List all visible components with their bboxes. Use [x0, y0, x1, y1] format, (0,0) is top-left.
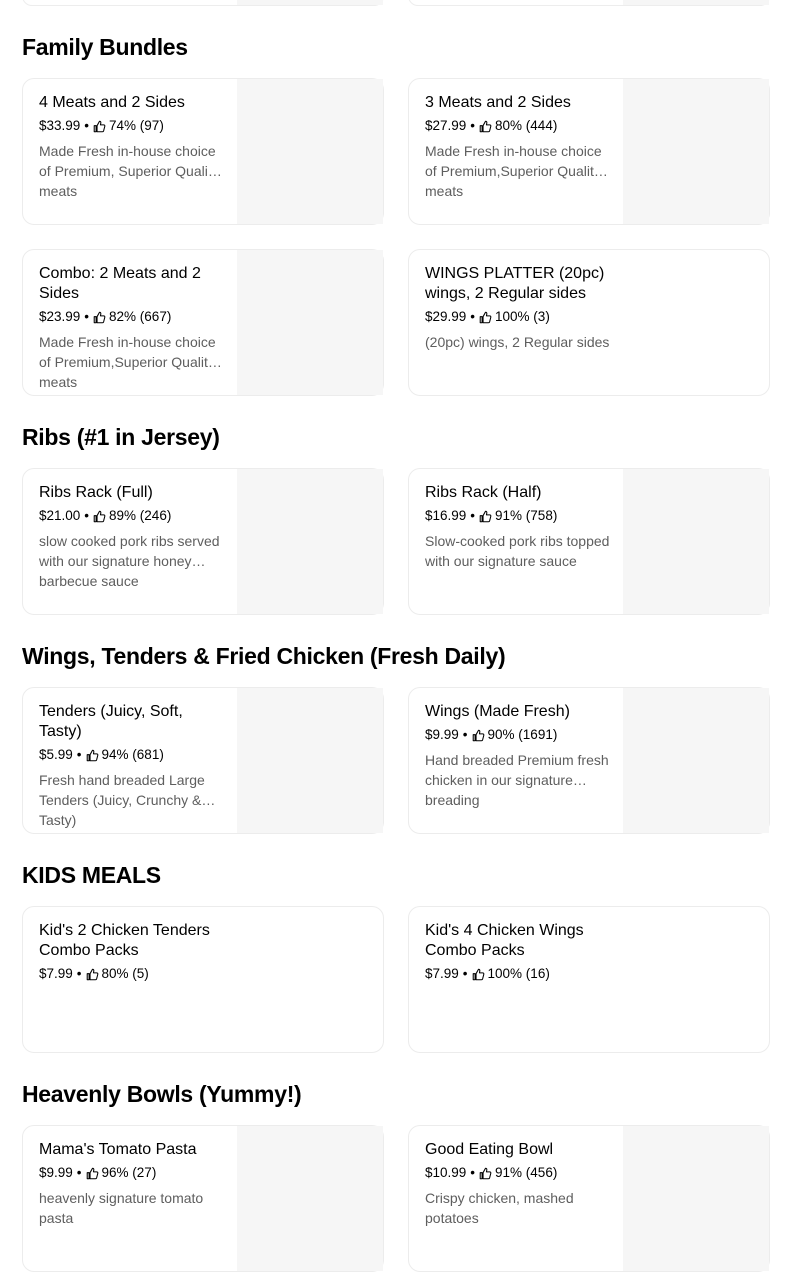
item-meta [39, 1165, 225, 1181]
item-rating: 80% (5) [101, 966, 149, 981]
item-name: Mama's Tomato Pasta [39, 1141, 197, 1158]
separator-dot: • [462, 727, 468, 742]
item-meta [39, 966, 225, 982]
thumbs-up-icon [479, 311, 492, 324]
thumbs-up-icon [479, 510, 492, 523]
item-description: Slow-cooked pork ribs topped with our signature sauce [425, 533, 610, 569]
item-price: $33.99 [39, 118, 81, 133]
menu-item-card[interactable] [408, 906, 770, 1053]
thumbs-up-icon [86, 749, 99, 762]
item-name: WINGS PLATTER (20pc) wings, 2 Regular sides [425, 265, 605, 302]
item-image-placeholder [623, 688, 769, 833]
thumbs-up-icon [86, 968, 99, 981]
item-name: Kid's 4 Chicken Wings Combo Packs [425, 922, 584, 959]
section-title: Heavenly Bowls (Yummy!) [22, 1081, 302, 1107]
item-rating: 100% (16) [487, 966, 550, 981]
item-price: $7.99 [39, 966, 73, 981]
item-description: slow cooked pork ribs served with our signature honey barbecue sauce [39, 533, 220, 589]
item-rating: 91% (456) [495, 1165, 558, 1180]
item-meta [425, 118, 611, 134]
separator-dot: • [470, 1165, 476, 1180]
menu-item-card[interactable] [408, 468, 770, 615]
separator-dot: • [84, 309, 90, 324]
section-title: KIDS MEALS [22, 862, 161, 888]
menu-item-card[interactable] [22, 249, 384, 396]
item-price: $29.99 [425, 309, 467, 324]
item-meta [425, 309, 611, 325]
menu-item-card[interactable] [22, 468, 384, 615]
item-description: heavenly signature tomato pasta [39, 1190, 204, 1226]
item-description: Fresh hand breaded Large Tenders (Juicy, Crunchy & Tasty) [39, 772, 205, 828]
item-meta [425, 508, 611, 524]
item-info [39, 1140, 225, 1228]
item-rating: 96% (27) [101, 1165, 157, 1180]
item-info [425, 1140, 611, 1228]
item-image-placeholder [237, 79, 383, 224]
separator-dot: • [84, 118, 90, 133]
item-name: Kid's 2 Chicken Tenders Combo Packs [39, 922, 210, 959]
thumbs-up-icon [93, 510, 106, 523]
item-description: (20pc) wings, 2 Regular sides [425, 334, 610, 350]
item-price: $7.99 [425, 966, 459, 981]
item-description: Made Fresh in-house choice of Premium,Superior Quality meats [39, 334, 216, 390]
item-rating: 89% (246) [109, 508, 172, 523]
item-info [39, 264, 225, 390]
item-name: Ribs Rack (Full) [39, 484, 153, 501]
thumbs-up-icon [93, 120, 106, 133]
item-price: $23.99 [39, 309, 81, 324]
menu-item-card[interactable] [22, 687, 384, 834]
item-meta [39, 747, 225, 763]
previous-section-cards [22, 0, 770, 6]
section-title: Ribs (#1 in Jersey) [22, 424, 220, 450]
separator-dot: • [470, 309, 476, 324]
item-info [39, 702, 225, 828]
item-rating: 90% (1691) [487, 727, 558, 742]
item-image-placeholder [623, 1126, 769, 1271]
item-meta [425, 966, 611, 982]
item-rating: 91% (758) [495, 508, 558, 523]
menu-item-card[interactable] [408, 1125, 770, 1272]
item-meta [39, 508, 225, 524]
separator-dot: • [462, 966, 468, 981]
item-image-placeholder [237, 1126, 383, 1271]
section-title: Family Bundles [22, 34, 188, 60]
item-image-placeholder [623, 469, 769, 614]
menu-item-card[interactable] [22, 906, 384, 1053]
menu-item-card[interactable] [408, 78, 770, 225]
item-description: Made Fresh in-house choice of Premium, Superior Quality meats [39, 143, 219, 199]
separator-dot: • [84, 508, 90, 523]
thumbs-up-icon [93, 311, 106, 324]
item-name: Wings (Made Fresh) [425, 703, 570, 720]
item-name: Combo: 2 Meats and 2 Sides [39, 265, 201, 302]
menu-item-card[interactable] [408, 249, 770, 396]
item-image-placeholder [237, 0, 383, 5]
thumbs-up-icon [479, 1167, 492, 1180]
item-price: $10.99 [425, 1165, 467, 1180]
separator-dot: • [76, 1165, 82, 1180]
thumbs-up-icon [86, 1167, 99, 1180]
item-image-placeholder [237, 250, 383, 395]
item-price: $9.99 [425, 727, 459, 742]
item-name: Ribs Rack (Half) [425, 484, 542, 501]
thumbs-up-icon [479, 120, 492, 133]
item-image-placeholder [237, 688, 383, 833]
thumbs-up-icon [472, 729, 485, 742]
item-rating: 80% (444) [495, 118, 558, 133]
separator-dot: • [76, 747, 82, 762]
item-info [425, 264, 611, 352]
item-info [425, 483, 611, 571]
item-image-placeholder [623, 0, 769, 5]
section-title: Wings, Tenders & Fried Chicken (Fresh Daily) [22, 643, 506, 669]
menu-item-card[interactable] [22, 1125, 384, 1272]
menu-item-card[interactable] [408, 687, 770, 834]
item-info [39, 921, 225, 982]
item-name: Good Eating Bowl [425, 1141, 554, 1158]
item-rating: 82% (667) [109, 309, 172, 324]
item-rating: 94% (681) [101, 747, 164, 762]
item-info [39, 483, 225, 589]
item-name: 4 Meats and 2 Sides [39, 94, 185, 111]
item-description: Made Fresh in-house choice of Premium,Superior Quality meats [425, 143, 602, 199]
item-price: $16.99 [425, 508, 467, 523]
item-description: Crispy chicken, mashed potatoes [425, 1190, 574, 1226]
item-rating: 74% (97) [109, 118, 164, 133]
item-meta [39, 118, 225, 134]
item-meta [39, 309, 225, 325]
item-name: 3 Meats and 2 Sides [425, 94, 571, 111]
separator-dot: • [76, 966, 82, 981]
item-info [425, 93, 611, 199]
item-price: $5.99 [39, 747, 73, 762]
item-image-placeholder [623, 79, 769, 224]
menu-item-card[interactable] [22, 78, 384, 225]
item-info [39, 93, 225, 199]
item-price: $9.99 [39, 1165, 73, 1180]
item-description: Hand breaded Premium fresh chicken in our signature breading [425, 752, 609, 808]
thumbs-up-icon [472, 968, 485, 981]
menu-item-card[interactable] [22, 0, 384, 6]
item-name: Tenders (Juicy, Soft, Tasty) [39, 703, 183, 740]
item-price: $21.00 [39, 508, 81, 523]
item-info [425, 921, 611, 982]
separator-dot: • [470, 118, 476, 133]
item-rating: 100% (3) [495, 309, 550, 324]
item-meta [425, 727, 611, 743]
menu-item-card[interactable] [408, 0, 770, 6]
item-meta [425, 1165, 611, 1181]
item-info [425, 702, 611, 808]
item-price: $27.99 [425, 118, 467, 133]
separator-dot: • [470, 508, 476, 523]
item-image-placeholder [237, 469, 383, 614]
